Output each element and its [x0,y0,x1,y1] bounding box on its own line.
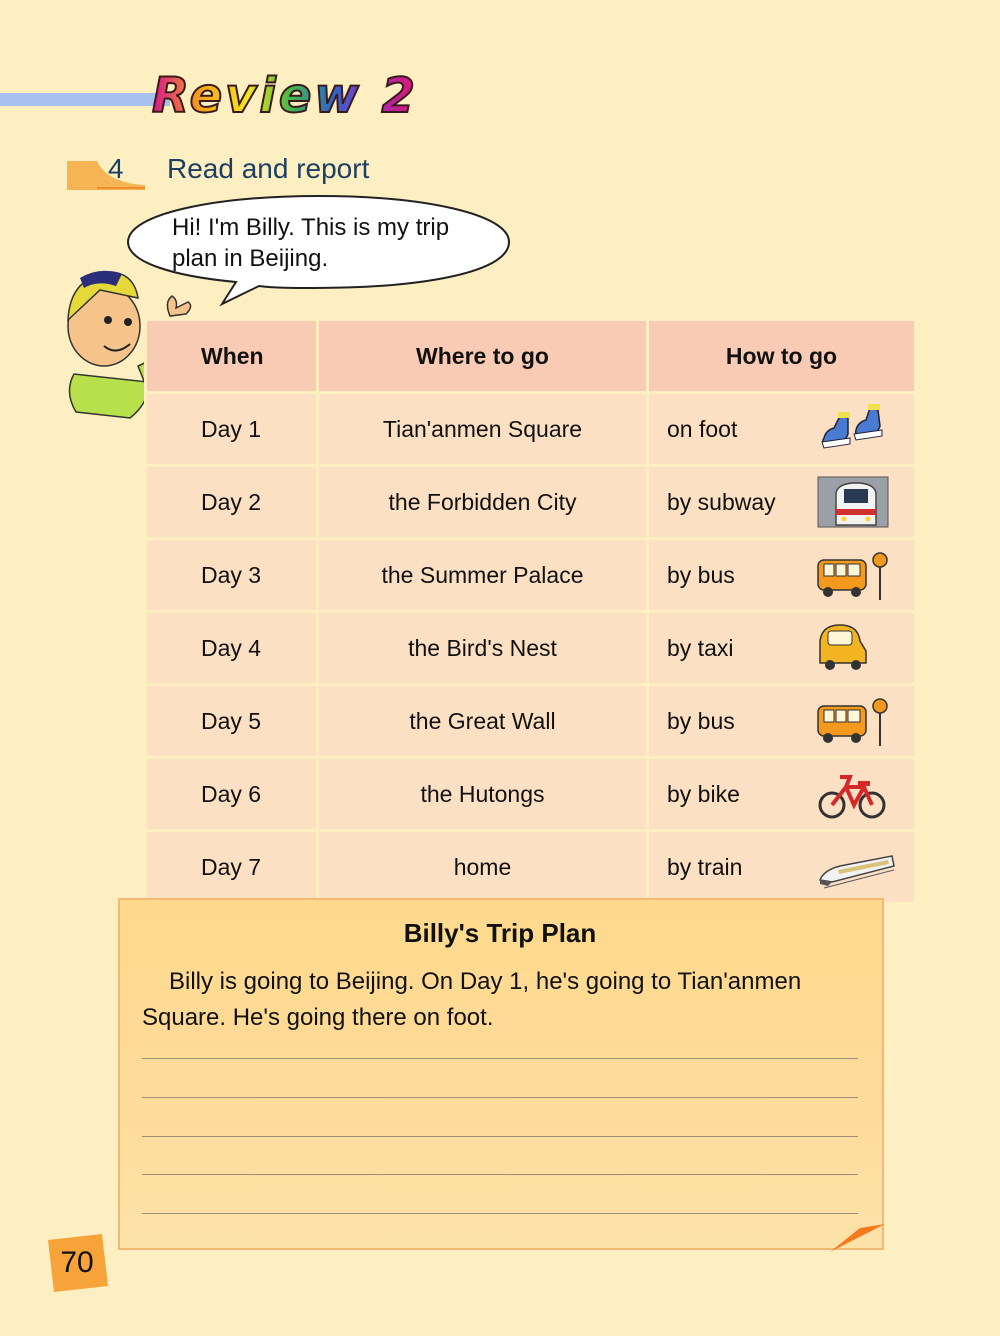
table-row [146,685,916,758]
cell-how [648,393,916,466]
cell-how [648,466,916,539]
writing-line[interactable] [142,1136,858,1137]
cell-when: Day 3 [146,539,318,612]
bike-icon [816,767,892,821]
page-number: 70 [60,1246,94,1279]
plan-title: Billy's Trip Plan [403,918,597,948]
bus-icon [816,694,892,748]
table-row [146,466,916,539]
train-icon [814,840,898,894]
page-curl-icon [830,1222,885,1252]
cell-how-label: by train [667,853,743,880]
header-where: Where to go [318,320,648,393]
cell-how-label: by bike [667,780,740,807]
writing-line[interactable] [142,1213,858,1214]
table-header-row [146,320,916,393]
shoes-icon [816,402,892,456]
cell-when: Day 6 [146,758,318,831]
cell-how [648,539,916,612]
table-row [146,539,916,612]
table-row [146,612,916,685]
cell-where: the Hutongs [318,758,648,831]
table-row [146,393,916,466]
cell-where: the Great Wall [318,685,648,758]
cell-when: Day 7 [146,831,318,904]
cell-how [648,758,916,831]
cell-how [648,612,916,685]
section-flag-icon [67,157,145,191]
trip-plan-table [144,318,917,905]
header-when: When [146,320,318,393]
cell-how-label: on foot [667,415,738,442]
cell-how-label: by bus [667,561,735,588]
writing-line[interactable] [142,1058,858,1059]
plan-text: Billy is going to Beijing. On Day 1, he's going to Tian'anmen Square. He's going there on foot. [142,968,802,1031]
cell-when: Day 2 [146,466,318,539]
cell-when: Day 4 [146,612,318,685]
taxi-icon [816,621,892,675]
cell-where: the Bird's Nest [318,612,648,685]
subway-icon [816,475,892,529]
svg-text:Review 2: Review 2 [152,68,418,124]
cell-how-label: by subway [667,488,776,515]
cell-where: the Summer Palace [318,539,648,612]
cell-where: the Forbidden City [318,466,648,539]
cell-how [648,685,916,758]
table-row [146,758,916,831]
cell-when: Day 1 [146,393,318,466]
table-row [146,831,916,904]
review-title [148,66,488,126]
header-how: How to go [648,320,916,393]
bubble-text: Hi! I'm Billy. This is my trip plan in Beijing. [172,214,450,272]
cell-how-label: by bus [667,707,735,734]
writing-line[interactable] [142,1174,858,1175]
cell-how-label: by taxi [667,634,734,661]
cell-where: Tian'anmen Square [318,393,648,466]
cell-how [648,831,916,904]
header-stripe [0,93,170,106]
trip-plan-box [118,898,884,1250]
section-title: Read and report [167,153,370,184]
cell-when: Day 5 [146,685,318,758]
bus-icon [816,548,892,602]
cell-where: home [318,831,648,904]
section-number: 4 [108,153,124,184]
writing-line[interactable] [142,1097,858,1098]
